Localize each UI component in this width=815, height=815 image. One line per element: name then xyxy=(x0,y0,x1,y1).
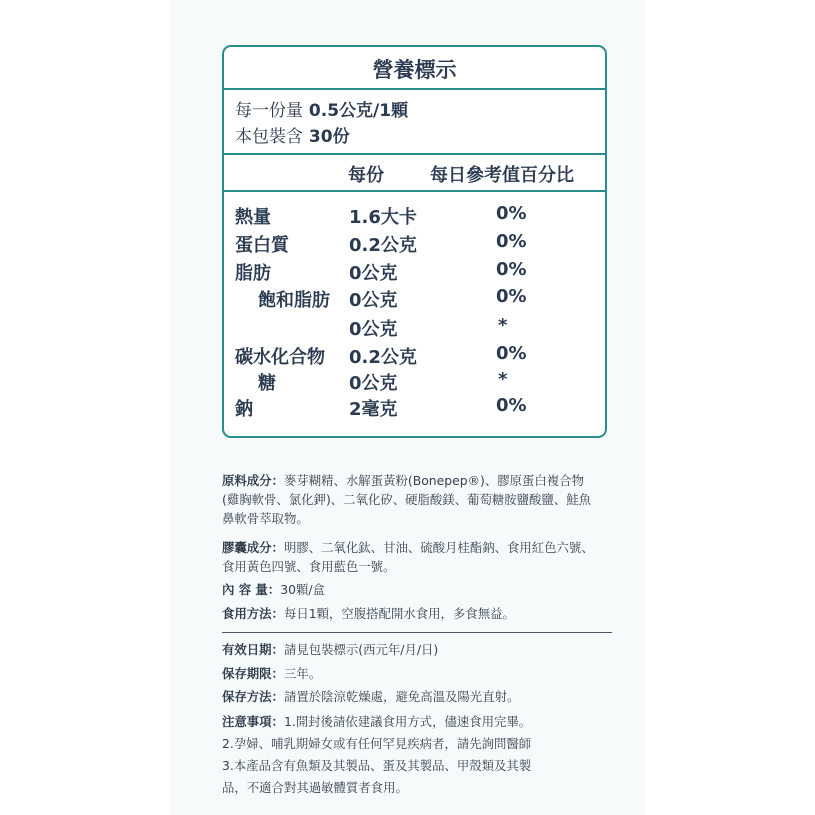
notes-text: 品，不適合對其過敏體質者食用。 xyxy=(222,780,408,795)
storage-label: 保存方法： xyxy=(222,689,284,704)
nutrient-name: 脂肪 xyxy=(235,263,271,284)
shelf-life-line xyxy=(222,664,617,683)
divider xyxy=(224,153,605,155)
nutrient-row xyxy=(224,343,605,369)
header-per-serving: 每份 xyxy=(348,165,384,186)
servings-label: 本包裝含 xyxy=(235,127,303,147)
notes-text: 3.本產品含有魚類及其製品、蛋及其製品、甲殼類及其製 xyxy=(222,758,532,773)
nutrient-daily: 0% xyxy=(496,395,527,416)
shelf-label: 保存期限： xyxy=(222,666,284,681)
nutrient-amount: 0.2公克 xyxy=(349,347,417,368)
ingredients-label: 原料成分： xyxy=(222,473,284,488)
serving-size-label: 每一份量 xyxy=(235,101,303,121)
nutrient-name: 熱量 xyxy=(235,207,271,228)
nutrient-daily: 0% xyxy=(496,343,527,364)
nutrient-daily: * xyxy=(498,315,508,336)
content-value: 30顆/盒 xyxy=(280,582,325,597)
expiry-line xyxy=(222,640,617,659)
nutrient-amount: 0公克 xyxy=(349,319,398,340)
notes-text: 1.開封後請依建議食用方式，儘速食用完畢。 xyxy=(283,714,532,729)
nutrient-daily: 0% xyxy=(496,286,527,307)
nutrient-daily: 0% xyxy=(496,259,527,280)
nutrient-row xyxy=(224,259,605,285)
header-daily-value: 每日參考值百分比 xyxy=(430,165,574,186)
notes-label: 注意事項： xyxy=(222,714,284,729)
ingredients-block xyxy=(222,471,617,528)
capsule-text: 食用黃色四號、食用藍色一號。 xyxy=(222,559,396,574)
servings-per-pack xyxy=(235,122,350,147)
nutrient-row xyxy=(224,395,605,421)
expiry-value: 請見包裝標示(西元年/月/日) xyxy=(283,642,439,657)
serving-size-value: 0.5公克/1顆 xyxy=(308,101,409,121)
nutrient-row xyxy=(224,369,605,395)
section-divider xyxy=(222,632,612,633)
nutrient-row xyxy=(224,231,605,257)
shelf-value: 三年。 xyxy=(283,666,322,681)
nutrient-amount: 0公克 xyxy=(349,263,398,284)
content-line xyxy=(222,580,617,599)
nutrient-daily: * xyxy=(498,369,508,390)
nutrient-name: 蛋白質 xyxy=(235,235,289,256)
nutrient-amount: 0公克 xyxy=(349,373,398,394)
capsule-label: 膠囊成分： xyxy=(222,540,284,555)
nutrient-row xyxy=(224,203,605,229)
nutrient-amount: 0公克 xyxy=(349,290,398,311)
nutrient-row xyxy=(224,315,605,341)
servings-value: 30份 xyxy=(308,127,350,147)
divider xyxy=(224,88,605,90)
notes-block xyxy=(222,711,617,799)
expiry-label: 有效日期： xyxy=(222,642,284,657)
nutrient-name: 糖 xyxy=(258,373,276,394)
usage-label: 食用方法： xyxy=(222,606,284,621)
nutrient-amount: 0.2公克 xyxy=(349,235,417,256)
nutrient-row xyxy=(224,286,605,312)
nutrient-name: 碳水化合物 xyxy=(235,347,325,368)
nutrient-daily: 0% xyxy=(496,231,527,252)
notes-text: 2.孕婦、哺乳期婦女或有任何罕見疾病者，請先詢問醫師 xyxy=(222,736,532,751)
capsule-block xyxy=(222,538,617,576)
storage-value: 請置於陰涼乾燥處，避免高溫及陽光直射。 xyxy=(283,689,520,704)
storage-line xyxy=(222,687,617,706)
nutrition-panel xyxy=(222,45,607,438)
usage-value: 每日1顆，空腹搭配開水食用，多食無益。 xyxy=(283,606,515,621)
ingredients-text: 鼻軟骨萃取物。 xyxy=(222,511,309,526)
capsule-text: 明膠、二氧化鈦、甘油、硫酸月桂酯鈉、食用紅色六號、 xyxy=(283,540,594,555)
ingredients-text: 麥芽糊精、水解蛋黃粉(Bonepep®)、膠原蛋白複合物 xyxy=(283,473,584,488)
divider xyxy=(224,190,605,192)
ingredients-text: (雞胸軟骨、氯化鉀)、二氧化矽、硬脂酸鎂、葡萄糖胺鹽酸鹽、鮭魚 xyxy=(222,492,591,507)
nutrient-name: 飽和脂肪 xyxy=(258,290,330,311)
nutrient-name: 鈉 xyxy=(235,399,253,420)
nutrient-amount: 1.6大卡 xyxy=(349,207,417,228)
panel-title: 營養標示 xyxy=(372,58,457,82)
content-label: 內 容 量： xyxy=(222,582,281,597)
nutrient-amount: 2毫克 xyxy=(349,399,398,420)
serving-size xyxy=(235,96,408,121)
usage-line xyxy=(222,604,617,623)
nutrient-daily: 0% xyxy=(496,203,527,224)
